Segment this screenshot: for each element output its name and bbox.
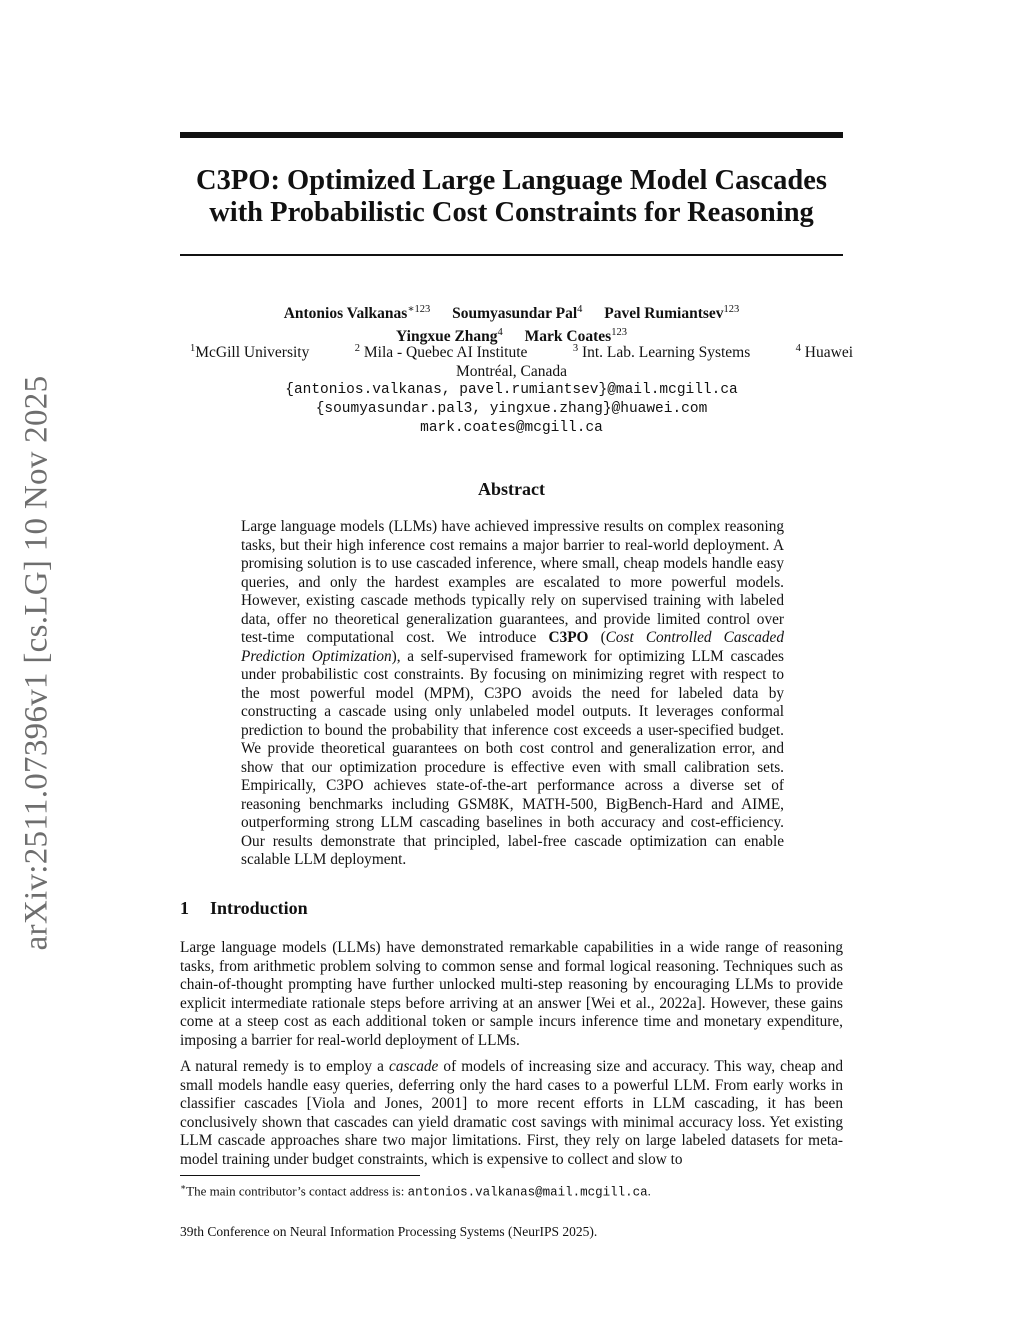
author-2: Soumyasundar Pal$^4$ — [452, 304, 583, 323]
footnote: ∗The main contributor’s contact address is: antonios.valkanas@mail.mcgill.ca. — [180, 1182, 651, 1200]
title-line-1: C3PO: Optimized Large Language Model Cascades — [196, 165, 827, 196]
method-name: C3PO — [548, 629, 589, 646]
affiliation-1: $^1$McGill University — [190, 343, 310, 362]
affiliation-4: $^4$ Huawei — [795, 343, 853, 362]
footnote-email: antonios.valkanas@mail.mcgill.ca — [407, 1185, 648, 1200]
intro-paragraph-1: Large language models (LLMs) have demonstrated remarkable capabilities in a wide range of reasoning tasks, from arithmetic problem solving to common sense and formal logical reasoning. Techniques such as chain-of-thought prompting have further unlocked multi-step reasoning by encouraging LLMs to provide explicit intermediate rationale steps before arriving at an answer [Wei et al., 2022a]. However, these gains come at a steep cost as each additional token or sample incurs inference time and monetary expenditure, imposing a barrier for real-world deployment of LLMs. — [180, 939, 843, 1049]
method-expansion: Cost Controlled Cascaded Prediction Optimization — [241, 629, 784, 665]
arxiv-identifier: arXiv:2511.07396v1 [cs.LG] 10 Nov 2025 — [18, 375, 55, 951]
footnote-rule — [180, 1175, 420, 1176]
author-5: Mark Coates$^{123}$ — [524, 327, 627, 346]
abstract-heading: Abstract — [478, 479, 545, 499]
email-line-3: mark.coates@mcgill.ca — [420, 420, 603, 437]
title-line-2: with Probabilistic Cost Constraints for Reasoning — [209, 197, 814, 228]
affiliation-3: $^3$ Int. Lab. Learning Systems — [572, 343, 751, 362]
section-heading-introduction: 1 Introduction — [180, 898, 308, 918]
abstract-text: Large language models (LLMs) have achieved impressive results on complex reasoning tasks, but their high inference cost remains a major barrier to real-world deployment. A promising solution is to use cascaded inference, where small, cheap models handle easy queries, and only the hardest examples are escalated to more powerful models. However, existing cascade methods typically rely on supervised training with labeled data, offer no theoretical generalization guarantees, and provide limited control over test-time computational cost. We introduce C3PO (Cost Controlled Cascaded Prediction Optimization), a self-supervised framework for optimizing LLM cascades under probabilistic cost constraints. By focusing on minimizing regret with respect to the most powerful model (MPM), C3PO avoids the need for labeled data by constructing a cascade using only unlabeled model outputs. It leverages conformal prediction to bound the probability that inference cost exceeds a user-specified budget. We provide theoretical guarantees on both cost control and generalization error, and show that our optimization procedure is effective even with small calibration sets. Empirically, C3PO achieves state-of-the-art performance across a diverse set of reasoning benchmarks including GSM8K, MATH-500, BigBench-Hard and AIME, outperforming strong LLM cascading baselines in both accuracy and cost-efficiency. Our results demonstrate that principled, label-free cascade optimization can enable scalable LLM deployment. — [241, 518, 785, 868]
author-4: Yingxue Zhang$^4$ — [396, 327, 503, 346]
affiliations — [180, 339, 853, 438]
author-3: Pavel Rumiantsev$^{123}$ — [604, 304, 740, 323]
author-1: Antonios Valkanas$^{∗123}$ — [283, 304, 431, 323]
affiliation-2: $^2$ Mila - Quebec AI Institute — [354, 343, 528, 362]
title-rule-top — [180, 132, 843, 138]
email-line-2: {soumyasundar.pal3, yingxue.zhang}@huawei.com — [315, 401, 708, 418]
intro-paragraph-2: A natural remedy is to employ a cascade of models of increasing size and accuracy. This way, cheap and small models handle easy queries, deferring only the hard cases to a powerful LLM. From early works in classifier cascades [Viola and Jones, 2001] to more recent efforts in LLM cascading, it has been conclusively shown that cascades can yield dramatic cost savings with minimal accuracy loss. Yet existing LLM cascade approaches share two major limitations. First, they rely on large labeled datasets for meta-model training under budget constraints, which is expensive to collect and slow to — [180, 1058, 843, 1168]
title-rule-bottom — [180, 254, 843, 256]
location: Montréal, Canada — [455, 363, 568, 381]
paper-title — [180, 165, 843, 229]
email-line-1: {antonios.valkanas, pavel.rumiantsev}@mail.mcgill.ca — [285, 382, 738, 399]
venue-note: 39th Conference on Neural Information Processing Systems (NeurIPS 2025). — [180, 1224, 598, 1239]
